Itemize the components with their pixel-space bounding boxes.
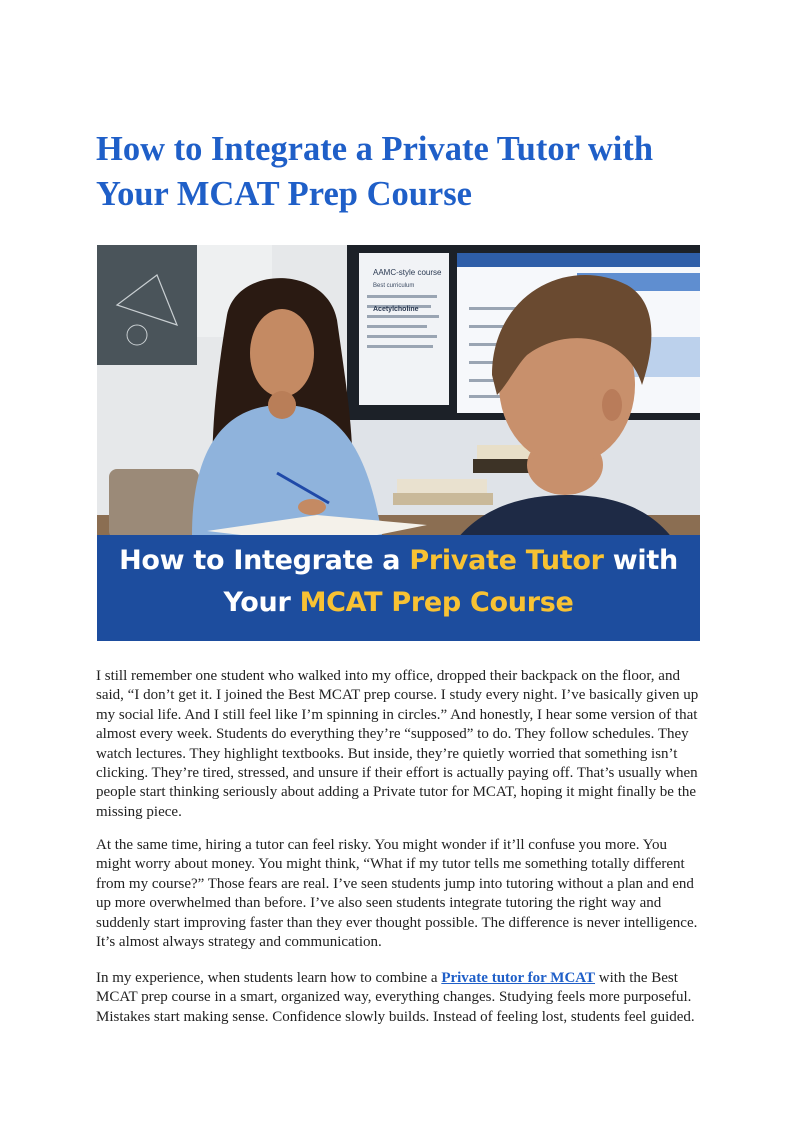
paragraph-3	[96, 969, 702, 1027]
banner-line-1	[97, 545, 700, 576]
paragraph-1: I still remember one student who walked into my office, dropped their backpack on the floor, and said, “I don’t get it. I joined the Best MCAT prep course. I study every night. I’ve basically given up my social life. And I still feel like I’m spinning in circles.” And honestly, I hear some version of that almost every week. Students do everything they’re “supposed” to do. They follow schedules. They watch lectures. They highlight textbooks. But inside, they’re quietly worried that something isn’t clicking. They’re tired, stressed, and unsure if their effort is actually paying off. That’s usually when people start thinking seriously about adding a Private tutor for MCAT, hoping it might finally be the missing piece.	[96, 668, 699, 820]
hero-image	[97, 245, 700, 641]
page-title: How to Integrate a Private Tutor with Your MCAT Prep Course	[96, 130, 654, 213]
screen-topic: Acetylcholine	[373, 306, 419, 313]
screen-heading: AAMC-style course	[373, 268, 442, 277]
paragraph-2: At the same time, hiring a tutor can feel risky. You might wonder if it’ll confuse you more. You might worry about money. You might think, “What if my tutor tells me something totally different from my course?” Those fears are real. I’ve seen students jump into tutoring without a plan and end up more overwhelmed than before. I’ve also seen students integrate tutoring the right way and suddenly start improving faster than they ever thought possible. The difference is never intelligence. It’s almost always strategy and communication.	[96, 837, 698, 951]
private-tutor-link[interactable]: Private tutor for MCAT	[441, 970, 596, 986]
banner-text: Your	[223, 587, 300, 618]
banner-text: with	[603, 545, 678, 576]
paragraph-text: In my experience, when students learn how to combine a	[96, 970, 442, 986]
banner-line-2	[97, 587, 700, 618]
banner-highlight: Private Tutor	[409, 545, 604, 576]
paragraph-text: with the Best MCAT prep course in a smart, organized way, everything changes. Studying feels more purposeful. Mistakes start making sense. Confidence slowly builds. Instead of feeling lost, students feel guided.	[96, 970, 695, 1025]
hero-banner	[97, 535, 700, 641]
banner-highlight: MCAT Prep Course	[299, 587, 574, 618]
banner-text: How to Integrate a	[119, 545, 410, 576]
screen-subheading: Best curriculum	[373, 283, 415, 289]
